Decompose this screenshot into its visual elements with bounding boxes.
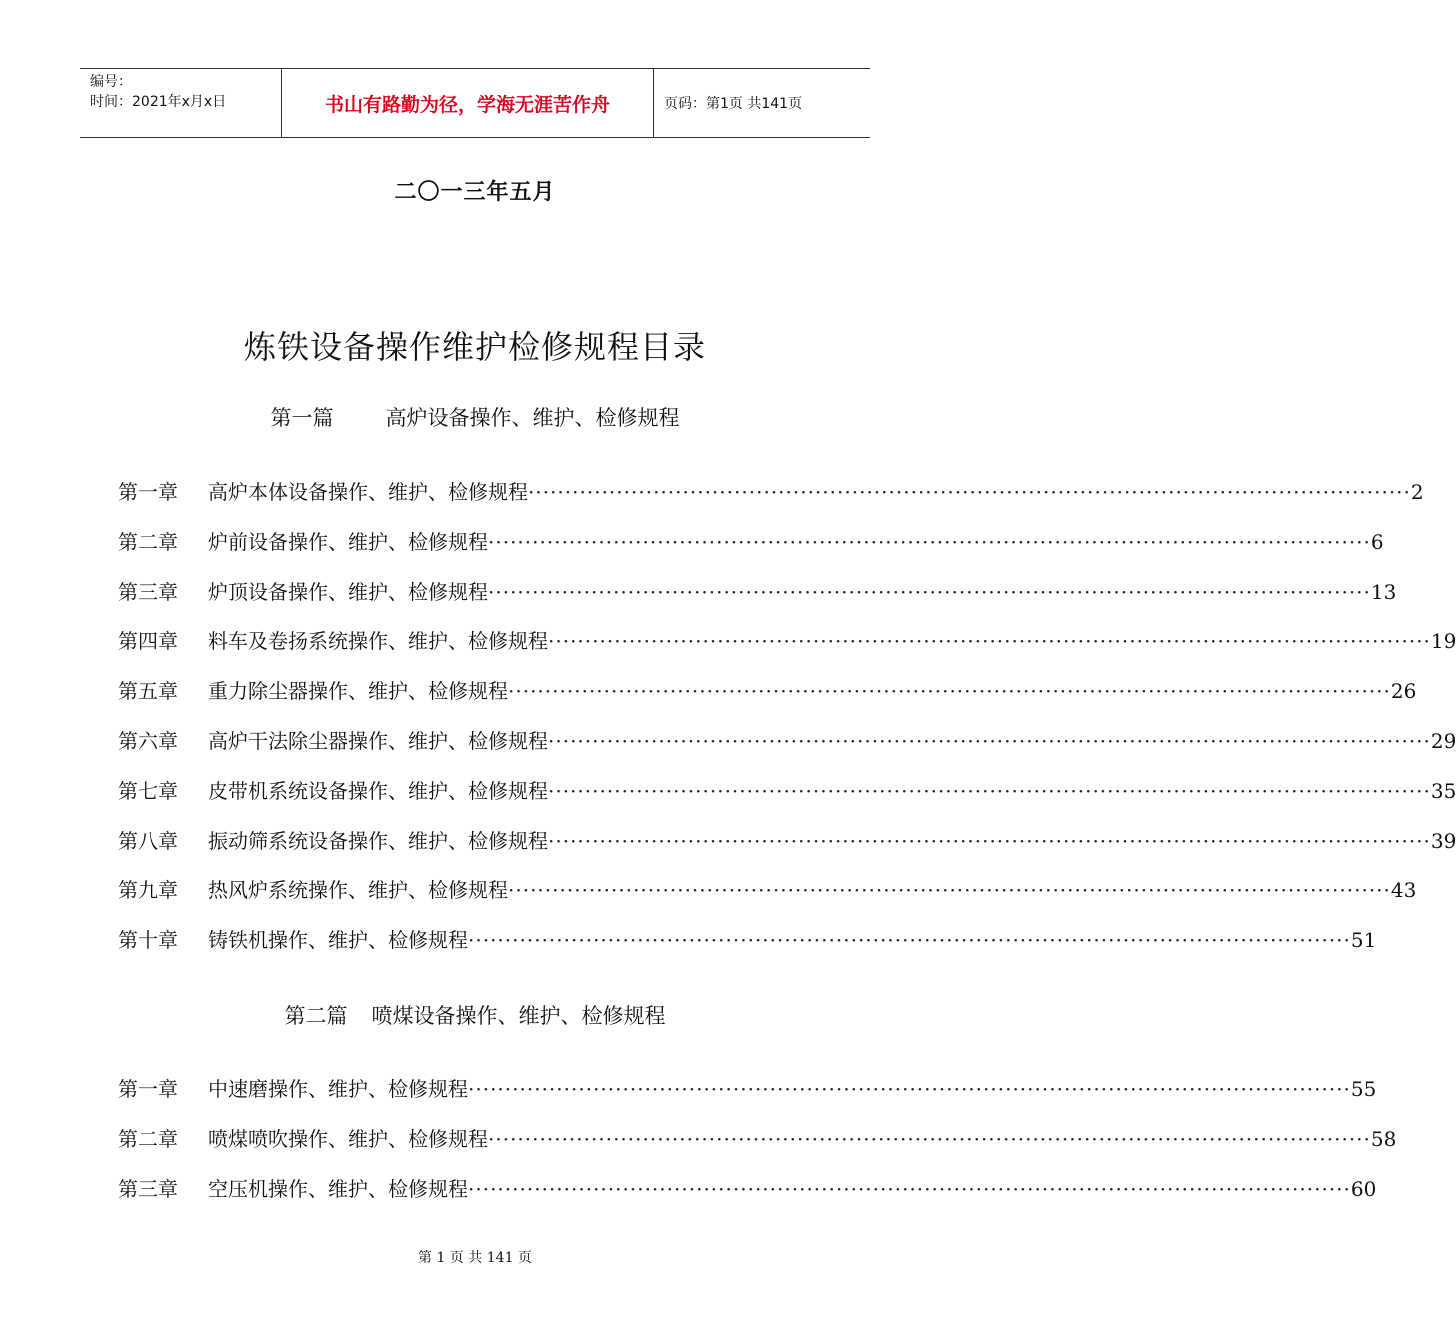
toc-chapter-title: 热风炉系统操作、维护、检修规程 (208, 878, 508, 903)
toc-entry (118, 726, 1456, 756)
document-header (80, 68, 870, 138)
toc-page-number: 43 (1390, 878, 1417, 903)
toc-leader-dots: ························································································································ (548, 828, 1431, 853)
toc-page-number: 29 (1430, 729, 1456, 753)
toc-entry (118, 676, 1417, 706)
toc-chapter-number: 第一章 (118, 480, 178, 504)
toc-leader-dots: ························································································································ (488, 529, 1371, 554)
toc-entry (118, 925, 1377, 955)
toc-leader-dots: ························································································································ (508, 679, 1391, 704)
toc-chapter-title: 高炉本体设备操作、维护、检修规程 (208, 480, 528, 504)
toc-leader-dots: ························································································································ (548, 629, 1431, 654)
toc-entry (118, 1074, 1377, 1104)
part-heading-1 (0, 402, 950, 432)
toc-chapter-title: 炉前设备操作、维护、检修规程 (208, 529, 488, 554)
toc-page-number: 55 (1350, 1077, 1377, 1101)
toc-leader-dots: ························································································································ (468, 1177, 1351, 1201)
toc-chapter-number: 第三章 (118, 579, 178, 604)
toc-entry (118, 826, 1456, 856)
toc-entry (118, 477, 1424, 507)
toc-page-number: 39 (1430, 828, 1456, 853)
toc-chapter-number: 第四章 (118, 629, 178, 654)
toc-chapter-title: 高炉干法除尘器操作、维护、检修规程 (208, 729, 548, 753)
header-page-info: 页码：第1页 共141页 (664, 96, 803, 112)
toc-leader-dots: ························································································································ (548, 778, 1431, 803)
document-title: 炼铁设备操作维护检修规程目录 (243, 328, 706, 366)
header-info-cell (80, 69, 282, 137)
toc-chapter-number: 第九章 (118, 878, 178, 903)
toc-page-number: 58 (1370, 1127, 1397, 1151)
toc-entry (118, 1174, 1377, 1204)
part-title: 喷煤设备操作、维护、检修规程 (371, 1004, 666, 1028)
toc-leader-dots: ························································································································ (468, 928, 1351, 953)
toc-chapter-number: 第六章 (118, 729, 178, 753)
part-heading-2 (0, 1000, 950, 1030)
toc-leader-dots: ························································································································ (468, 1077, 1351, 1101)
toc-chapter-number: 第五章 (118, 679, 178, 704)
toc-chapter-title: 铸铁机操作、维护、检修规程 (208, 928, 468, 953)
toc-chapter-title: 重力除尘器操作、维护、检修规程 (208, 679, 508, 704)
toc-entry (118, 527, 1384, 557)
toc-chapter-title: 振动筛系统设备操作、维护、检修规程 (208, 828, 548, 853)
toc-page-number: 51 (1350, 928, 1377, 953)
toc-page-number: 60 (1350, 1177, 1377, 1201)
toc-leader-dots: ························································································································ (488, 1127, 1371, 1151)
toc-entry (118, 875, 1417, 905)
toc-chapter-title: 皮带机系统设备操作、维护、检修规程 (208, 778, 548, 803)
toc-chapter-number: 第七章 (118, 778, 178, 803)
page-footer: 第 1 页 共 141 页 (418, 1250, 532, 1266)
toc-chapter-number: 第一章 (118, 1077, 178, 1101)
toc-entry (118, 1124, 1397, 1154)
toc-chapter-title: 喷煤喷吹操作、维护、检修规程 (208, 1127, 488, 1151)
part-title: 高炉设备操作、维护、检修规程 (385, 406, 680, 430)
toc-page-number: 2 (1410, 480, 1424, 504)
toc-entry (118, 626, 1456, 656)
toc-chapter-title: 中速磨操作、维护、检修规程 (208, 1077, 468, 1101)
serial-label: 编号： (90, 74, 132, 90)
header-motto: 书山有路勤为径，学海无涯苦作舟 (282, 69, 654, 137)
toc-chapter-title: 空压机操作、维护、检修规程 (208, 1177, 468, 1201)
toc-page-number: 26 (1390, 679, 1417, 704)
toc-chapter-number: 第八章 (118, 828, 178, 853)
toc-leader-dots: ························································································································ (548, 729, 1431, 753)
part-number: 第二篇 (284, 1004, 348, 1028)
toc-entry (118, 776, 1456, 806)
toc-page-number: 6 (1370, 529, 1384, 554)
toc-leader-dots: ························································································································ (488, 579, 1371, 604)
toc-chapter-number: 第十章 (118, 928, 178, 953)
toc-entry (118, 577, 1397, 607)
toc-chapter-number: 第三章 (118, 1177, 178, 1201)
toc-page-number: 13 (1370, 579, 1397, 604)
toc-leader-dots: ························································································································ (528, 480, 1411, 504)
toc-chapter-number: 第二章 (118, 1127, 178, 1151)
part-number: 第一篇 (270, 406, 334, 430)
toc-leader-dots: ························································································································ (508, 878, 1391, 903)
toc-chapter-title: 料车及卷扬系统操作、维护、检修规程 (208, 629, 548, 654)
toc-chapter-number: 第二章 (118, 529, 178, 554)
toc-chapter-title: 炉顶设备操作、维护、检修规程 (208, 579, 488, 604)
toc-page-number: 19 (1430, 629, 1456, 654)
toc-page-number: 35 (1430, 778, 1456, 803)
document-date: 二〇一三年五月 (394, 180, 556, 205)
time-label: 时间：2021年x月x日 (90, 94, 227, 110)
